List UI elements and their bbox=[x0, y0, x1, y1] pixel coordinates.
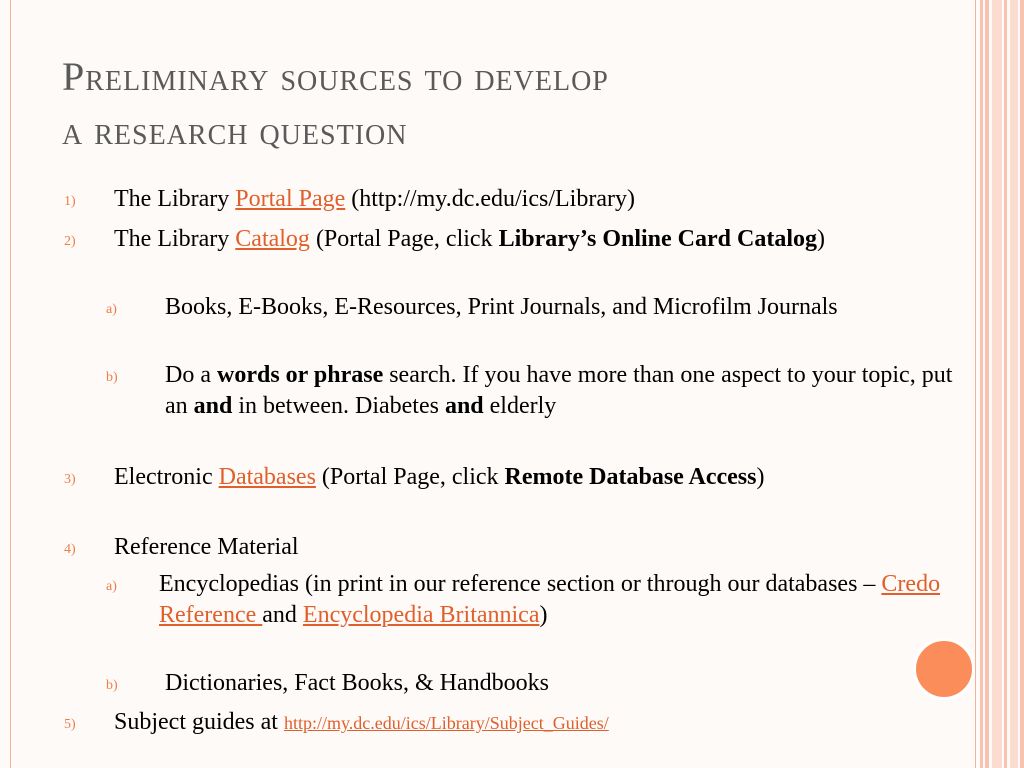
list-item-portal-page: The Library Portal Page (http://my.dc.edu/ics/Library) bbox=[114, 186, 635, 212]
sublist-item-encyclopedias: Encyclopedias (in print in our reference section or through our databases – Credo Reference and Encyclopedia Britannica) bbox=[159, 571, 941, 628]
sublist-letter: a) bbox=[106, 579, 117, 594]
list-item-subject-guides: Subject guides at http://my.dc.edu/ics/Library/Subject_Guides/ bbox=[114, 709, 609, 735]
sublist-letter: a) bbox=[106, 302, 117, 317]
sublist-letter: b) bbox=[106, 678, 118, 693]
list-item-catalog: The Library Catalog (Portal Page, click Library’s Online Card Catalog) bbox=[114, 226, 826, 252]
portal-page-link[interactable]: Portal Page bbox=[235, 186, 346, 212]
title-line-1: Preliminary sources to develop bbox=[62, 54, 609, 99]
list-item-reference-material: Reference Material bbox=[114, 534, 299, 560]
list-number: 5) bbox=[64, 717, 76, 732]
title-line-2: a research question bbox=[62, 108, 408, 153]
list-number: 1) bbox=[64, 194, 76, 209]
list-item-databases: Electronic Databases (Portal Page, click Remote Database Access) bbox=[114, 464, 765, 490]
databases-link[interactable]: Databases bbox=[218, 464, 316, 490]
sublist-letter: b) bbox=[106, 370, 118, 385]
catalog-link[interactable]: Catalog bbox=[235, 226, 310, 252]
list-number: 3) bbox=[64, 472, 76, 487]
credo-reference-link[interactable]: Credo Reference bbox=[159, 571, 941, 628]
sublist-item-books: Books, E-Books, E-Resources, Print Journals, and Microfilm Journals bbox=[165, 294, 838, 320]
list-number: 4) bbox=[64, 542, 76, 557]
sublist-item-dictionaries: Dictionaries, Fact Books, & Handbooks bbox=[165, 670, 549, 696]
list-number: 2) bbox=[64, 234, 76, 249]
sublist-item-search-tip: Do a words or phrase search. If you have more than one aspect to your topic, put an and in between. Diabetes and elderly bbox=[165, 362, 953, 419]
subject-guides-link[interactable]: http://my.dc.edu/ics/Library/Subject_Guides/ bbox=[283, 713, 609, 733]
encyclopedia-britannica-link[interactable]: Encyclopedia Britannica bbox=[302, 602, 540, 628]
